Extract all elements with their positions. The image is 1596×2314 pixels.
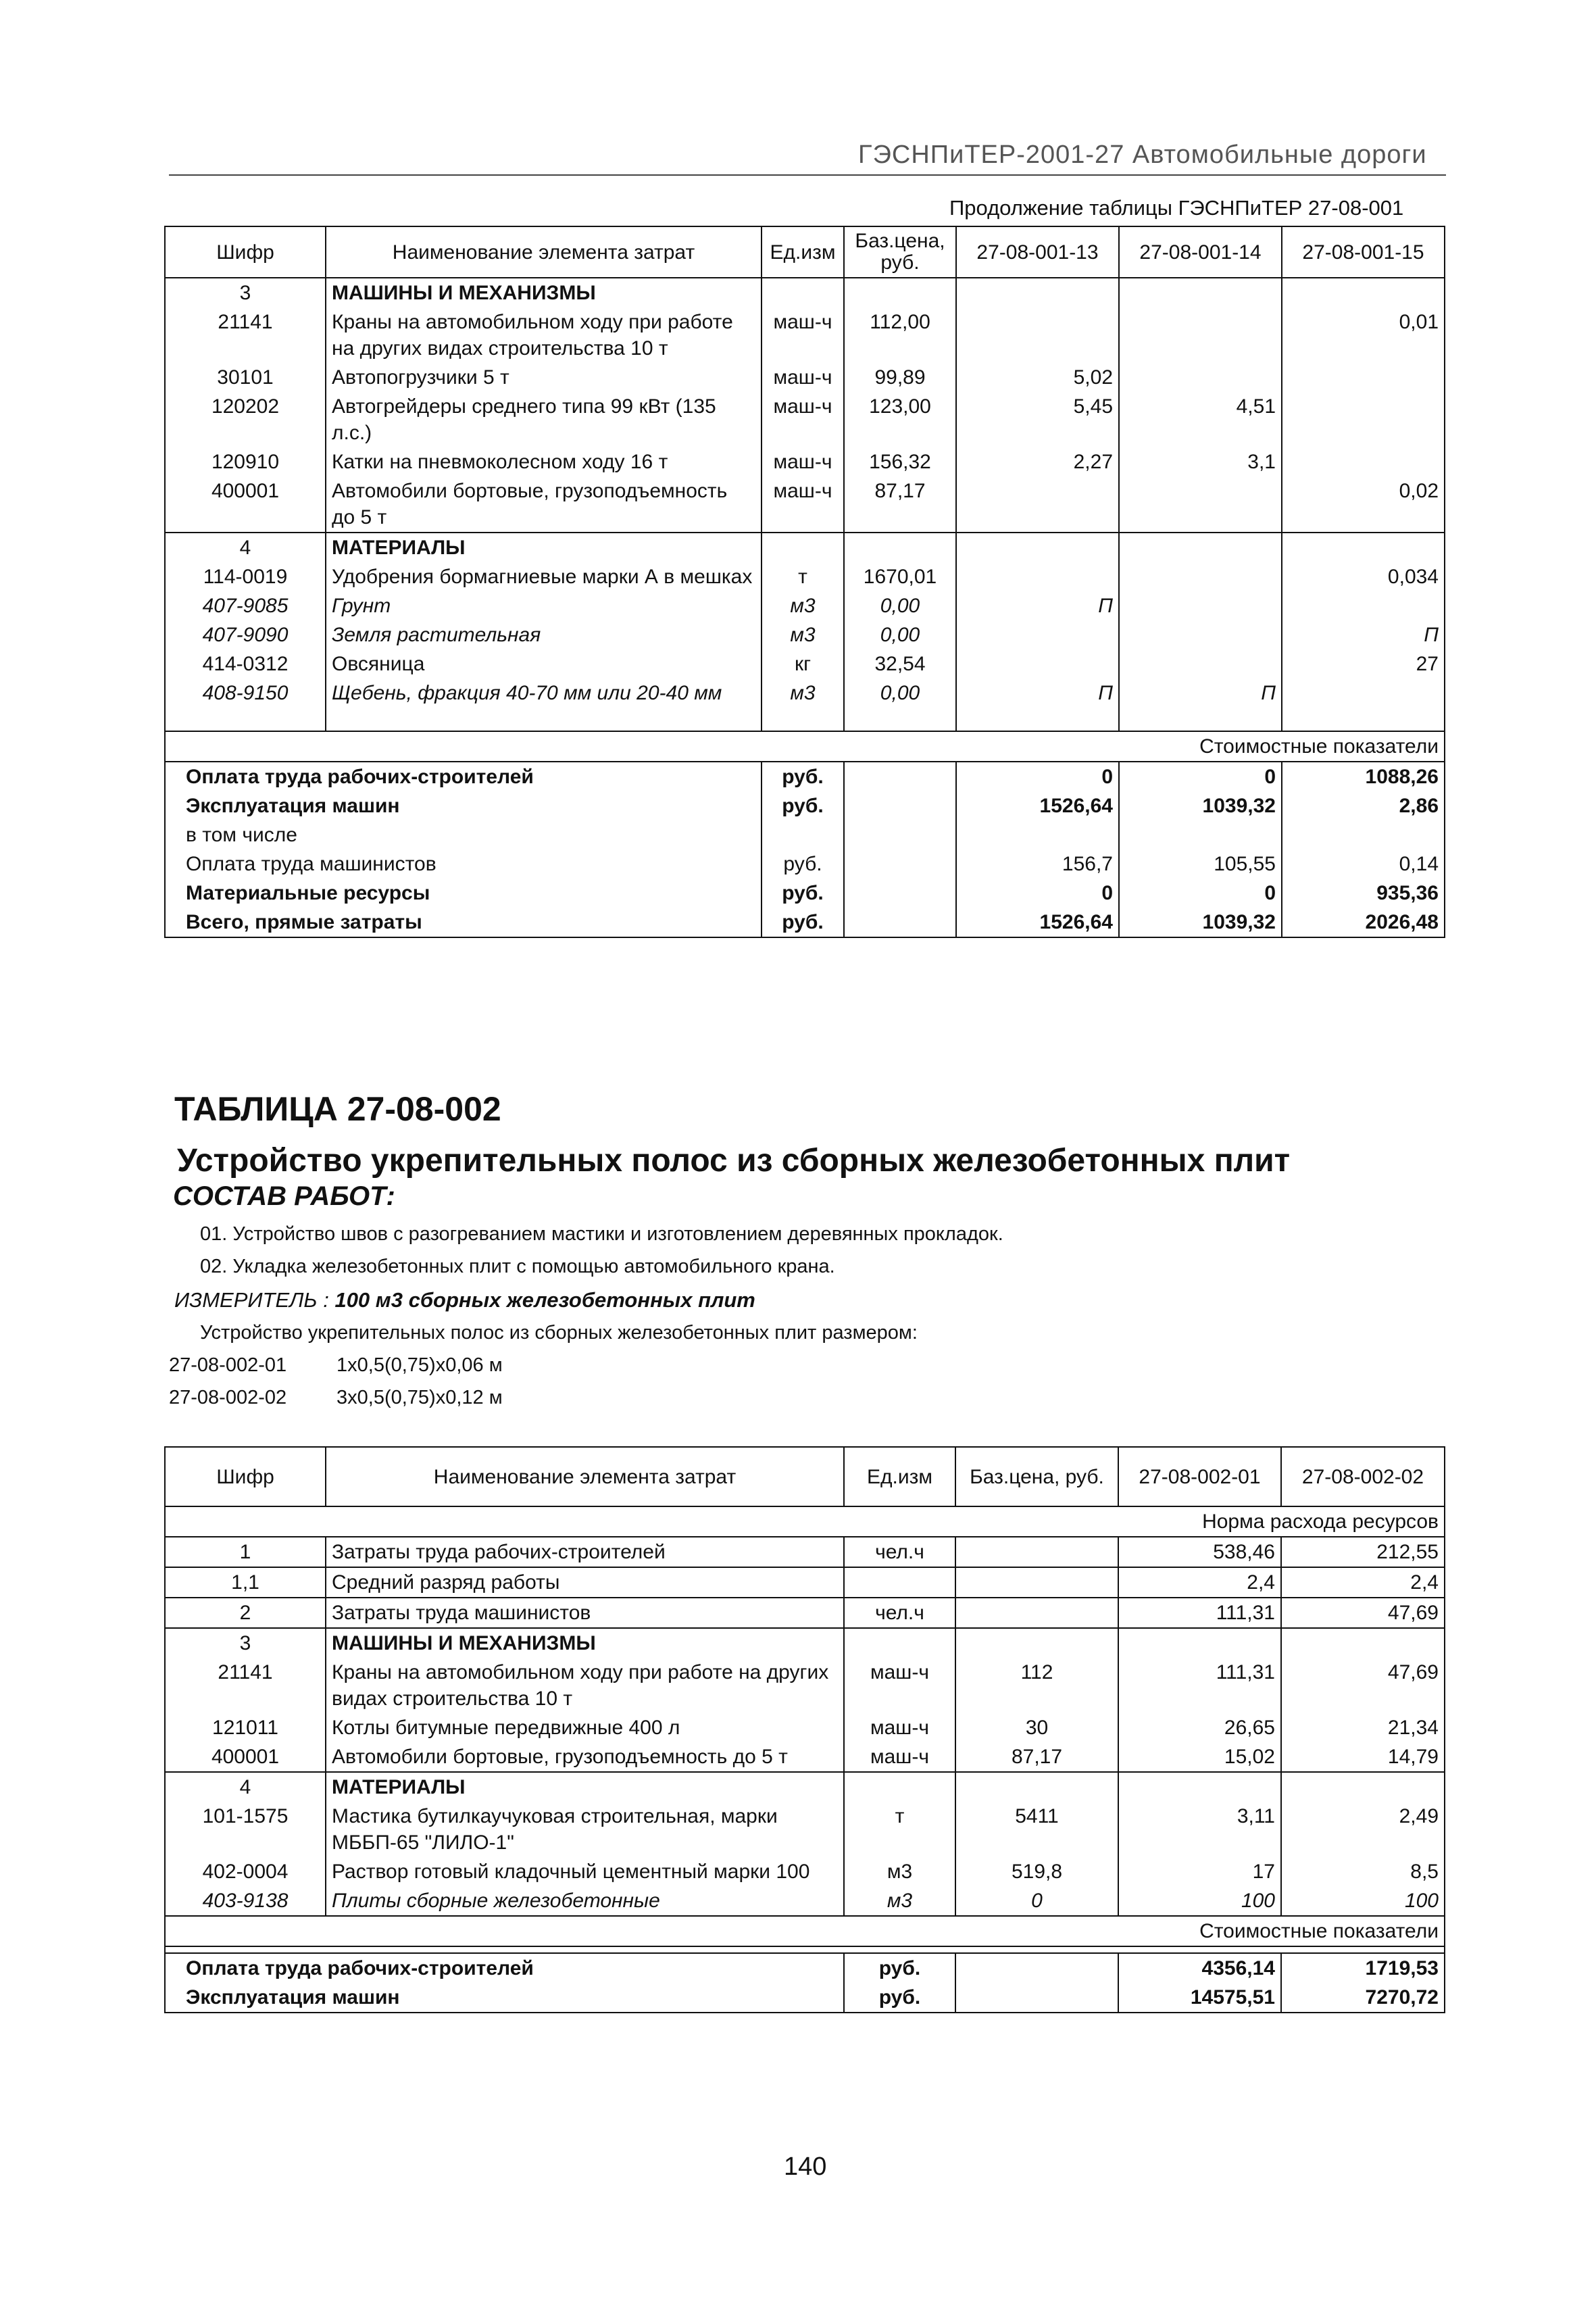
- cell-code: 4: [165, 533, 326, 562]
- cell-value: 14,79: [1281, 1742, 1445, 1772]
- cost-header-row: [165, 731, 1445, 762]
- cell-value: 0,034: [1282, 562, 1445, 591]
- cell-value: 111,31: [1118, 1598, 1281, 1628]
- cost-unit: руб.: [844, 1983, 955, 2013]
- cost-name: Эксплуатация машин: [165, 791, 762, 820]
- cell-unit: [844, 1567, 955, 1598]
- cell-unit: маш-ч: [762, 447, 844, 476]
- cell-value: 2,4: [1281, 1567, 1445, 1598]
- cell-price: 0,00: [844, 620, 956, 649]
- cost-value: 105,55: [1119, 850, 1282, 879]
- cell-unit: маш-ч: [844, 1658, 955, 1713]
- cell-name: Удобрения бормагниевые марки А в мешках: [326, 562, 762, 591]
- cell-code: 4: [165, 1772, 326, 1802]
- table-spacer-row: [165, 1946, 1445, 1953]
- cell-value: [1282, 363, 1445, 392]
- cost-header-row: [165, 1916, 1445, 1946]
- cell-value: 5,02: [956, 363, 1119, 392]
- cell-name: Плиты сборные железобетонные: [326, 1886, 844, 1916]
- cell-price: 32,54: [844, 649, 956, 679]
- cost-value: 1719,53: [1281, 1953, 1445, 1983]
- item-code: 27-08-002-02: [169, 1387, 287, 1408]
- cell-name: Катки на пневмоколесном ходу 16 т: [326, 447, 762, 476]
- cost-value: 0: [956, 879, 1119, 908]
- cell-price: 0,00: [844, 679, 956, 708]
- cost-row: [165, 791, 1445, 820]
- col-header: Шифр: [165, 226, 326, 278]
- cost-value: 935,36: [1282, 879, 1445, 908]
- cost-header: Стоимостные показатели: [165, 1916, 1445, 1946]
- cost-value: 1526,64: [956, 791, 1119, 820]
- cell-value: [956, 562, 1119, 591]
- cell-value: 3,1: [1119, 447, 1282, 476]
- work-composition-label: СОСТАВ РАБОТ:: [173, 1181, 395, 1211]
- col-header: 27-08-001-15: [1282, 226, 1445, 278]
- cell-value: [956, 649, 1119, 679]
- cost-value: 14575,51: [1118, 1983, 1281, 2013]
- cost-value: 0: [1119, 879, 1282, 908]
- cost-value: 0: [956, 762, 1119, 791]
- cell-value: 26,65: [1118, 1713, 1281, 1742]
- cell-value: 2,4: [1118, 1567, 1281, 1598]
- cell-price: 87,17: [955, 1742, 1118, 1772]
- cell-name: Средний разряд работы: [326, 1567, 844, 1598]
- cell-price: [955, 1537, 1118, 1567]
- cell-name: Затраты труда машинистов: [326, 1598, 844, 1628]
- cell-value: 111,31: [1118, 1658, 1281, 1713]
- cost-name: Материальные ресурсы: [165, 879, 762, 908]
- cost-value: [1119, 820, 1282, 850]
- cell-value: 15,02: [1118, 1742, 1281, 1772]
- cell-price: 87,17: [844, 476, 956, 533]
- cost-value: 4356,14: [1118, 1953, 1281, 1983]
- work-step-2: 02. Укладка железобетонных плит с помощью автомобильного крана.: [200, 1256, 835, 1277]
- cost-row: [165, 820, 1445, 850]
- cell-unit: м3: [844, 1857, 955, 1886]
- cell-price: 5411: [955, 1802, 1118, 1857]
- cell-value: 2,27: [956, 447, 1119, 476]
- cell-code: 21141: [165, 1658, 326, 1713]
- table-row: [165, 363, 1445, 392]
- cell-value: 4,51: [1119, 392, 1282, 447]
- table-row: [165, 1628, 1445, 1658]
- cell-value: П: [956, 591, 1119, 620]
- cell-value: П: [1119, 679, 1282, 708]
- cell-value: 212,55: [1281, 1537, 1445, 1567]
- cell-name: МАШИНЫ И МЕХАНИЗМЫ: [326, 278, 762, 307]
- table-27-08-002: [164, 1446, 1445, 2013]
- cell-value: [1282, 591, 1445, 620]
- col-header: Баз.цена, руб.: [955, 1447, 1118, 1506]
- cell-code: 1: [165, 1537, 326, 1567]
- cell-price: 112,00: [844, 307, 956, 363]
- norm-header-row: [165, 1506, 1445, 1537]
- cell-name: Автопогрузчики 5 т: [326, 363, 762, 392]
- cost-unit: руб.: [762, 762, 844, 791]
- cell-value: 17: [1118, 1857, 1281, 1886]
- cell-unit: маш-ч: [762, 363, 844, 392]
- cell-unit: маш-ч: [844, 1713, 955, 1742]
- table-row: [165, 1857, 1445, 1886]
- cell-unit: маш-ч: [762, 392, 844, 447]
- col-header: 27-08-002-02: [1281, 1447, 1445, 1506]
- cell-value: [1119, 476, 1282, 533]
- cell-code: 30101: [165, 363, 326, 392]
- table-row: [165, 1802, 1445, 1857]
- cell-unit: чел.ч: [844, 1598, 955, 1628]
- cell-value: 3,11: [1118, 1802, 1281, 1857]
- cost-value: 2,86: [1282, 791, 1445, 820]
- cell-value: [1119, 307, 1282, 363]
- cell-price: 0: [955, 1886, 1118, 1916]
- cell-value: [1119, 649, 1282, 679]
- cost-row: [165, 1983, 1445, 2013]
- table-header-row: [165, 1447, 1445, 1506]
- cell-value: [956, 307, 1119, 363]
- cell-name: Мастика бутилкаучуковая строительная, марки МББП-65 "ЛИЛО-1": [326, 1802, 844, 1857]
- table-row: [165, 562, 1445, 591]
- table-27-08-001: [164, 226, 1445, 938]
- cost-name: Всего, прямые затраты: [165, 908, 762, 937]
- running-header: ГЭСНПиТЕР-2001-27 Автомобильные дороги: [858, 141, 1427, 169]
- cost-value: [956, 820, 1119, 850]
- table-subtitle: Устройство укрепительных полос из сборных железобетонных плит: [177, 1143, 1291, 1179]
- table-row: [165, 649, 1445, 679]
- cell-value: 47,69: [1281, 1658, 1445, 1713]
- cell-name: Краны на автомобильном ходу при работе на других видах строительства 10 т: [326, 1658, 844, 1713]
- cost-row: [165, 1953, 1445, 1983]
- col-header: Ед.изм: [844, 1447, 955, 1506]
- cell-name: Автогрейдеры среднего типа 99 кВт (135 л.с.): [326, 392, 762, 447]
- cell-price: 519,8: [955, 1857, 1118, 1886]
- meter-value: 100 м3 сборных железобетонных плит: [334, 1288, 755, 1312]
- work-step-1: 01. Устройство швов с разогреванием мастики и изготовлением деревянных прокладок.: [200, 1223, 1003, 1245]
- cost-value: 156,7: [956, 850, 1119, 879]
- cell-price: 30: [955, 1713, 1118, 1742]
- cell-code: 21141: [165, 307, 326, 363]
- cell-value: 100: [1118, 1886, 1281, 1916]
- cell-code: 120910: [165, 447, 326, 476]
- cell-price: 1670,01: [844, 562, 956, 591]
- meter-line: [174, 1288, 755, 1312]
- table-title: ТАБЛИЦА 27-08-002: [174, 1090, 501, 1128]
- cell-name: МАШИНЫ И МЕХАНИЗМЫ: [326, 1628, 844, 1658]
- cell-unit: чел.ч: [844, 1537, 955, 1567]
- cell-value: [1282, 447, 1445, 476]
- cell-unit: м3: [844, 1886, 955, 1916]
- cell-value: 2,49: [1281, 1802, 1445, 1857]
- table-row: [165, 591, 1445, 620]
- cell-code: 3: [165, 1628, 326, 1658]
- cost-unit: руб.: [762, 908, 844, 937]
- cell-value: 5,45: [956, 392, 1119, 447]
- cell-code: 120202: [165, 392, 326, 447]
- cell-value: [1282, 392, 1445, 447]
- cell-code: 400001: [165, 476, 326, 533]
- cell-value: [1282, 679, 1445, 708]
- table-row: [165, 1772, 1445, 1802]
- item-code: 27-08-002-01: [169, 1354, 287, 1376]
- col-header: 27-08-001-13: [956, 226, 1119, 278]
- cell-value: [1119, 562, 1282, 591]
- cell-price: 112: [955, 1658, 1118, 1713]
- cell-value: 27: [1282, 649, 1445, 679]
- cell-value: 0,01: [1282, 307, 1445, 363]
- cell-code: 3: [165, 278, 326, 307]
- cost-unit: руб.: [762, 850, 844, 879]
- cell-name: МАТЕРИАЛЫ: [326, 533, 762, 562]
- page-number: 140: [784, 2152, 827, 2181]
- cell-value: 8,5: [1281, 1857, 1445, 1886]
- cell-value: [1119, 363, 1282, 392]
- cell-unit: маш-ч: [762, 307, 844, 363]
- table-row: [165, 1537, 1445, 1567]
- cell-price: [955, 1567, 1118, 1598]
- cost-unit: руб.: [762, 791, 844, 820]
- cell-name: Затраты труда рабочих-строителей: [326, 1537, 844, 1567]
- table-row: [165, 1598, 1445, 1628]
- cell-unit: маш-ч: [762, 476, 844, 533]
- cell-price: 0,00: [844, 591, 956, 620]
- cell-name: Грунт: [326, 591, 762, 620]
- table-row: [165, 1713, 1445, 1742]
- cell-name: Овсяница: [326, 649, 762, 679]
- cell-code: 2: [165, 1598, 326, 1628]
- table-row: [165, 1742, 1445, 1772]
- cell-unit: м3: [762, 591, 844, 620]
- cell-value: [956, 476, 1119, 533]
- cost-name: Оплата труда рабочих-строителей: [165, 1953, 844, 1983]
- cost-value: 1039,32: [1119, 908, 1282, 937]
- cell-code: 414-0312: [165, 649, 326, 679]
- table-row: [165, 679, 1445, 708]
- table-spacer-row: [165, 708, 1445, 731]
- cell-unit: т: [844, 1802, 955, 1857]
- cost-row: [165, 850, 1445, 879]
- table-row: [165, 447, 1445, 476]
- item-size: 3х0,5(0,75)х0,12 м: [336, 1387, 503, 1408]
- cost-value: 7270,72: [1281, 1983, 1445, 2013]
- col-header: Баз.цена, руб.: [844, 226, 956, 278]
- cell-name: Краны на автомобильном ходу при работе на других видах строительства 10 т: [326, 307, 762, 363]
- table-row: [165, 392, 1445, 447]
- cost-value: [1282, 820, 1445, 850]
- table-row: [165, 620, 1445, 649]
- cell-price: 156,32: [844, 447, 956, 476]
- item-size: 1х0,5(0,75)х0,06 м: [336, 1354, 503, 1376]
- cell-code: 101-1575: [165, 1802, 326, 1857]
- cell-value: [956, 620, 1119, 649]
- cell-code: 400001: [165, 1742, 326, 1772]
- cell-unit: м3: [762, 620, 844, 649]
- cell-name: Щебень, фракция 40-70 мм или 20-40 мм: [326, 679, 762, 708]
- cost-value: 1526,64: [956, 908, 1119, 937]
- cost-header: Стоимостные показатели: [165, 731, 1445, 762]
- cost-row: [165, 762, 1445, 791]
- cell-name: Земля растительная: [326, 620, 762, 649]
- col-header: 27-08-001-14: [1119, 226, 1282, 278]
- cell-code: 1,1: [165, 1567, 326, 1598]
- table-row: [165, 307, 1445, 363]
- cell-code: 407-9085: [165, 591, 326, 620]
- cell-name: Автомобили бортовые, грузоподъемность до 5 т: [326, 476, 762, 533]
- col-header: Шифр: [165, 1447, 326, 1506]
- cost-name: Оплата труда рабочих-строителей: [165, 762, 762, 791]
- cell-value: П: [1282, 620, 1445, 649]
- cell-unit: т: [762, 562, 844, 591]
- cost-unit: руб.: [762, 879, 844, 908]
- cell-name: Раствор готовый кладочный цементный марки 100: [326, 1857, 844, 1886]
- cell-value: 100: [1281, 1886, 1445, 1916]
- header-rule: [169, 174, 1446, 176]
- cell-code: 402-0004: [165, 1857, 326, 1886]
- table-row: [165, 1886, 1445, 1916]
- cell-value: 47,69: [1281, 1598, 1445, 1628]
- meter-label: ИЗМЕРИТЕЛЬ :: [174, 1288, 329, 1312]
- cost-value: 1088,26: [1282, 762, 1445, 791]
- cost-row: [165, 908, 1445, 937]
- table-row: [165, 1658, 1445, 1713]
- table-continuation-label: Продолжение таблицы ГЭСНПиТЕР 27-08-001: [949, 196, 1404, 220]
- table-row: [165, 1567, 1445, 1598]
- cell-price: 99,89: [844, 363, 956, 392]
- cell-name: Автомобили бортовые, грузоподъемность до 5 т: [326, 1742, 844, 1772]
- cell-price: [955, 1598, 1118, 1628]
- cost-value: 2026,48: [1282, 908, 1445, 937]
- cost-value: 0: [1119, 762, 1282, 791]
- table-row: [165, 533, 1445, 562]
- cell-unit: м3: [762, 679, 844, 708]
- cost-name: в том числе: [165, 820, 762, 850]
- cell-value: 21,34: [1281, 1713, 1445, 1742]
- cell-code: 407-9090: [165, 620, 326, 649]
- cost-unit: руб.: [844, 1953, 955, 1983]
- cell-name: МАТЕРИАЛЫ: [326, 1772, 844, 1802]
- cost-name: Оплата труда машинистов: [165, 850, 762, 879]
- cost-value: 0,14: [1282, 850, 1445, 879]
- cost-unit: [762, 820, 844, 850]
- cell-code: 403-9138: [165, 1886, 326, 1916]
- norm-header: Норма расхода ресурсов: [165, 1506, 1445, 1537]
- cell-value: [1119, 620, 1282, 649]
- cell-price: 123,00: [844, 392, 956, 447]
- table-row: [165, 278, 1445, 307]
- col-header: Наименование элемента затрат: [326, 1447, 844, 1506]
- cell-code: 114-0019: [165, 562, 326, 591]
- col-header: Наименование элемента затрат: [326, 226, 762, 278]
- cell-value: [1119, 591, 1282, 620]
- cell-name: Котлы битумные передвижные 400 л: [326, 1713, 844, 1742]
- col-header: 27-08-002-01: [1118, 1447, 1281, 1506]
- cost-name: Эксплуатация машин: [165, 1983, 844, 2013]
- cell-unit: маш-ч: [844, 1742, 955, 1772]
- col-header: Ед.изм: [762, 226, 844, 278]
- cell-value: 538,46: [1118, 1537, 1281, 1567]
- table-header-row: [165, 226, 1445, 278]
- cell-unit: кг: [762, 649, 844, 679]
- cell-code: 408-9150: [165, 679, 326, 708]
- table-row: [165, 476, 1445, 533]
- cell-code: 121011: [165, 1713, 326, 1742]
- dimension-description: Устройство укрепительных полос из сборных железобетонных плит размером:: [200, 1322, 918, 1344]
- cell-value: П: [956, 679, 1119, 708]
- cost-value: 1039,32: [1119, 791, 1282, 820]
- cell-value: 0,02: [1282, 476, 1445, 533]
- cost-row: [165, 879, 1445, 908]
